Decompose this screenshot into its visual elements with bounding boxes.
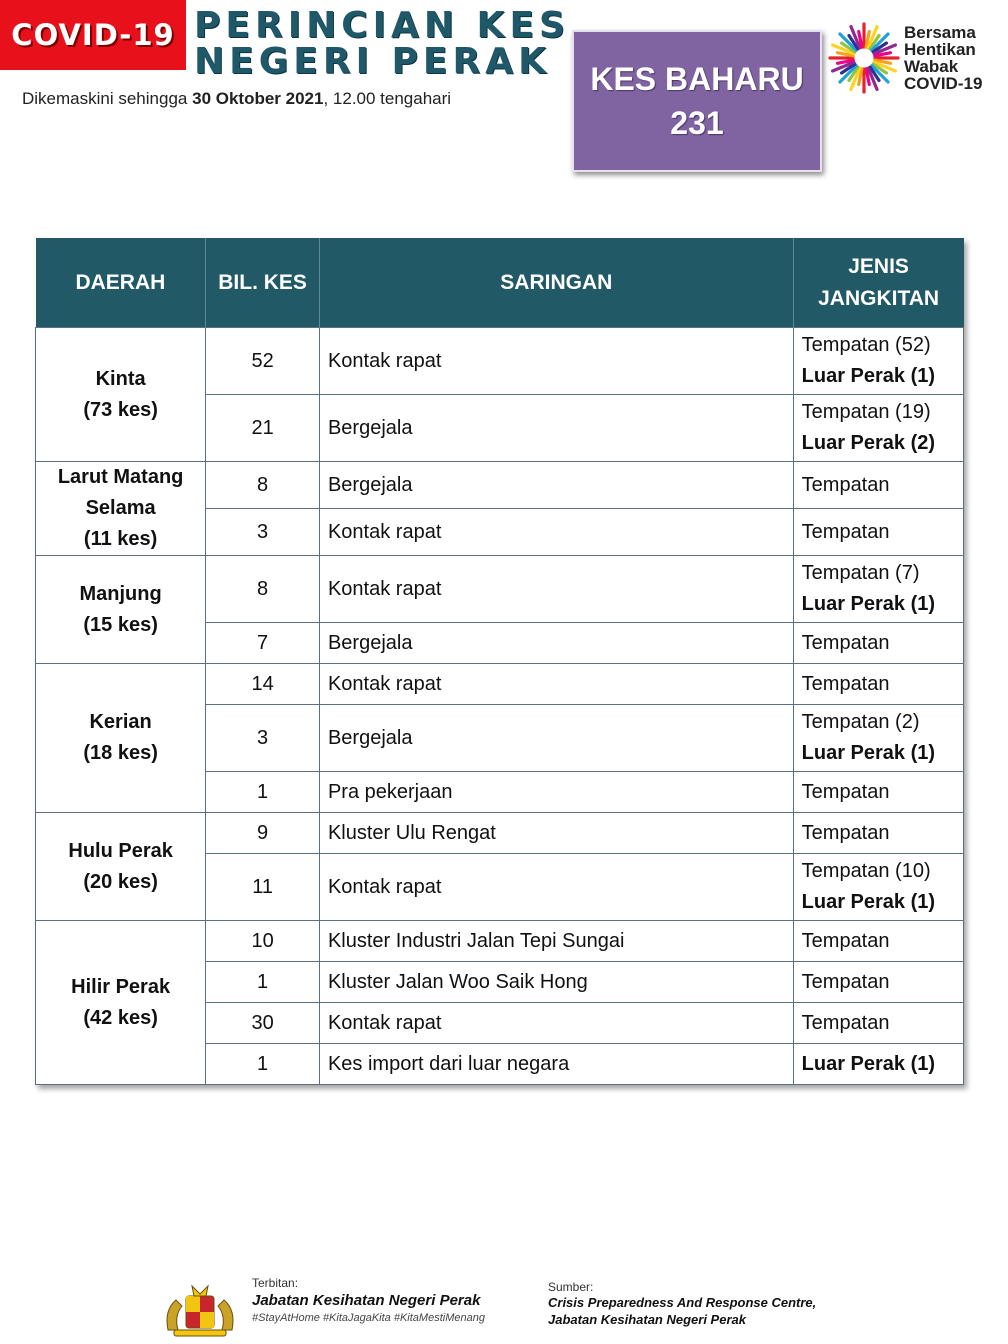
hashtags: #StayAtHome #KitaJagaKita #KitaMestiMenang (252, 1312, 485, 1324)
header-daerah: DAERAH (36, 238, 206, 328)
infection-type-cell (793, 1044, 963, 1085)
luar-perak-text: Luar Perak (2) (801, 432, 936, 454)
case-count-cell: 3 (206, 705, 320, 772)
title-line-2: NEGERI PERAK (194, 41, 551, 82)
district-label-line: Hilir Perak (71, 975, 171, 998)
table-header-row (36, 238, 964, 328)
case-count-cell: 10 (206, 921, 320, 962)
source-block (548, 1280, 816, 1328)
case-count-cell: 11 (206, 854, 320, 921)
screening-cell: Kluster Jalan Woo Saik Hong (319, 962, 793, 1003)
screening-cell: Kontak rapat (319, 1003, 793, 1044)
district-cell (36, 328, 206, 462)
new-cases-label: KES BAHARU (590, 61, 804, 97)
tempatan-text: Tempatan (52) (801, 334, 931, 356)
case-count-cell: 7 (206, 623, 320, 664)
case-count-cell: 8 (206, 556, 320, 623)
title-line-1: PERINCIAN KES (194, 5, 570, 46)
tempatan-text: Tempatan (801, 473, 890, 496)
screening-cell: Bergejala (319, 623, 793, 664)
screening-cell: Kluster Ulu Rengat (319, 813, 793, 854)
luar-perak-line (802, 887, 955, 918)
infection-type-cell (793, 328, 963, 395)
luar-perak-line (802, 428, 955, 459)
publisher-text (252, 1276, 485, 1324)
district-label-line: (11 kes) (83, 528, 158, 550)
updated-timestamp (22, 89, 451, 109)
logo-text (904, 24, 982, 92)
luar-perak-text: Luar Perak (1) (801, 742, 936, 764)
tempatan-text: Tempatan (801, 821, 890, 844)
screening-cell: Kes import dari luar negara (319, 1044, 793, 1085)
luar-perak-text: Luar Perak (1) (801, 891, 936, 913)
terbitan-label: Terbitan: (252, 1276, 299, 1290)
new-cases-box (572, 30, 822, 172)
logo-line-3: Wabak (904, 57, 959, 76)
tempatan-text: Tempatan (801, 672, 890, 695)
infection-type-cell (793, 395, 963, 462)
district-label-line: (42 kes) (83, 1006, 158, 1029)
case-table (35, 238, 964, 1085)
luar-perak-line (802, 738, 955, 769)
updated-prefix: Dikemaskini sehingga (22, 89, 188, 108)
tempatan-text: Tempatan (19) (801, 401, 931, 423)
tempatan-text: Tempatan (2) (801, 711, 920, 733)
header-bil-kes: BIL. KES (206, 238, 320, 328)
screening-cell: Bergejala (319, 462, 793, 509)
district-cell (36, 556, 206, 664)
district-label-line: (20 kes) (83, 870, 158, 893)
district-cell (36, 462, 206, 556)
infection-type-cell (793, 556, 963, 623)
tempatan-text: Tempatan (801, 780, 890, 803)
sumber-line-2: Jabatan Kesihatan Negeri Perak (548, 1312, 746, 1327)
screening-cell: Bergejala (319, 395, 793, 462)
case-count-cell: 1 (206, 772, 320, 813)
screening-cell: Kontak rapat (319, 556, 793, 623)
sunburst-logo-icon (828, 18, 904, 100)
case-count-cell: 3 (206, 509, 320, 556)
screening-cell: Kontak rapat (319, 664, 793, 705)
district-label-line: Kinta (95, 367, 146, 390)
case-count-cell: 52 (206, 328, 320, 395)
tempatan-text: Tempatan (7) (801, 562, 920, 584)
page-title (194, 5, 570, 82)
state-crest-icon (160, 1282, 240, 1338)
infection-type-cell (793, 509, 963, 556)
publisher-block (160, 1274, 520, 1334)
screening-cell: Bergejala (319, 705, 793, 772)
new-cases-value: 231 (670, 105, 724, 141)
header-saringan: SARINGAN (319, 238, 793, 328)
luar-perak-text: Luar Perak (1) (801, 593, 936, 615)
infection-type-cell (793, 705, 963, 772)
district-label-line: Selama (85, 497, 156, 519)
terbitan-org: Jabatan Kesihatan Negeri Perak (252, 1292, 481, 1309)
screening-cell: Kontak rapat (319, 509, 793, 556)
district-label-line: Kerian (89, 711, 152, 733)
campaign-logo (828, 18, 1008, 100)
district-cell (36, 921, 206, 1085)
infection-type-cell (793, 854, 963, 921)
sumber-label: Sumber: (548, 1280, 594, 1294)
district-label-line: Manjung (79, 582, 162, 605)
district-label-line: Hulu Perak (68, 839, 173, 862)
case-count-cell: 14 (206, 664, 320, 705)
luar-perak-line (802, 361, 955, 392)
covid-badge: COVID-19 (0, 0, 186, 70)
infection-type-cell (793, 1003, 963, 1044)
tempatan-text: Tempatan (801, 520, 890, 543)
logo-line-1: Bersama (904, 23, 976, 42)
logo-line-2: Hentikan (904, 40, 976, 59)
case-count-cell: 1 (206, 962, 320, 1003)
infection-type-cell (793, 462, 963, 509)
updated-date: 30 Oktober 2021 (192, 89, 324, 108)
district-label-line: (15 kes) (83, 613, 158, 636)
infection-type-cell (793, 772, 963, 813)
table-row (36, 556, 964, 623)
screening-cell: Pra pekerjaan (319, 772, 793, 813)
logo-line-4: COVID-19 (904, 74, 983, 93)
screening-cell: Kluster Industri Jalan Tepi Sungai (319, 921, 793, 962)
header-jenis-jangkitan (793, 238, 963, 328)
case-count-cell: 30 (206, 1003, 320, 1044)
table-row (36, 328, 964, 395)
district-label-line: (73 kes) (83, 398, 158, 421)
header-jenis-line-2: JANGKITAN (818, 286, 940, 310)
tempatan-text: Tempatan (801, 970, 890, 993)
case-count-cell: 1 (206, 1044, 320, 1085)
infection-type-cell (793, 664, 963, 705)
screening-cell: Kontak rapat (319, 328, 793, 395)
table-row (36, 921, 964, 962)
table-row (36, 664, 964, 705)
sumber-line-1: Crisis Preparedness And Response Centre, (548, 1295, 817, 1310)
case-count-cell: 9 (206, 813, 320, 854)
tempatan-text: Tempatan (801, 929, 890, 952)
luar-perak-line (802, 1049, 955, 1080)
header-jenis-line-1: JENIS (848, 254, 909, 278)
infection-type-cell (793, 921, 963, 962)
district-cell (36, 813, 206, 921)
district-label-line: Larut Matang (57, 466, 184, 488)
tempatan-text: Tempatan (801, 631, 890, 654)
infection-type-cell (793, 813, 963, 854)
infection-type-cell (793, 623, 963, 664)
luar-perak-text: Luar Perak (1) (801, 365, 936, 387)
screening-cell: Kontak rapat (319, 854, 793, 921)
tempatan-text: Tempatan (801, 1011, 890, 1034)
case-count-cell: 8 (206, 462, 320, 509)
case-count-cell: 21 (206, 395, 320, 462)
luar-perak-line (802, 589, 955, 620)
updated-time: , 12.00 tengahari (323, 89, 452, 108)
district-cell (36, 664, 206, 813)
table-row (36, 462, 964, 509)
table-row (36, 813, 964, 854)
infection-type-cell (793, 962, 963, 1003)
district-label-line: (18 kes) (83, 742, 158, 764)
luar-perak-text: Luar Perak (1) (801, 1052, 936, 1075)
tempatan-text: Tempatan (10) (801, 860, 931, 882)
